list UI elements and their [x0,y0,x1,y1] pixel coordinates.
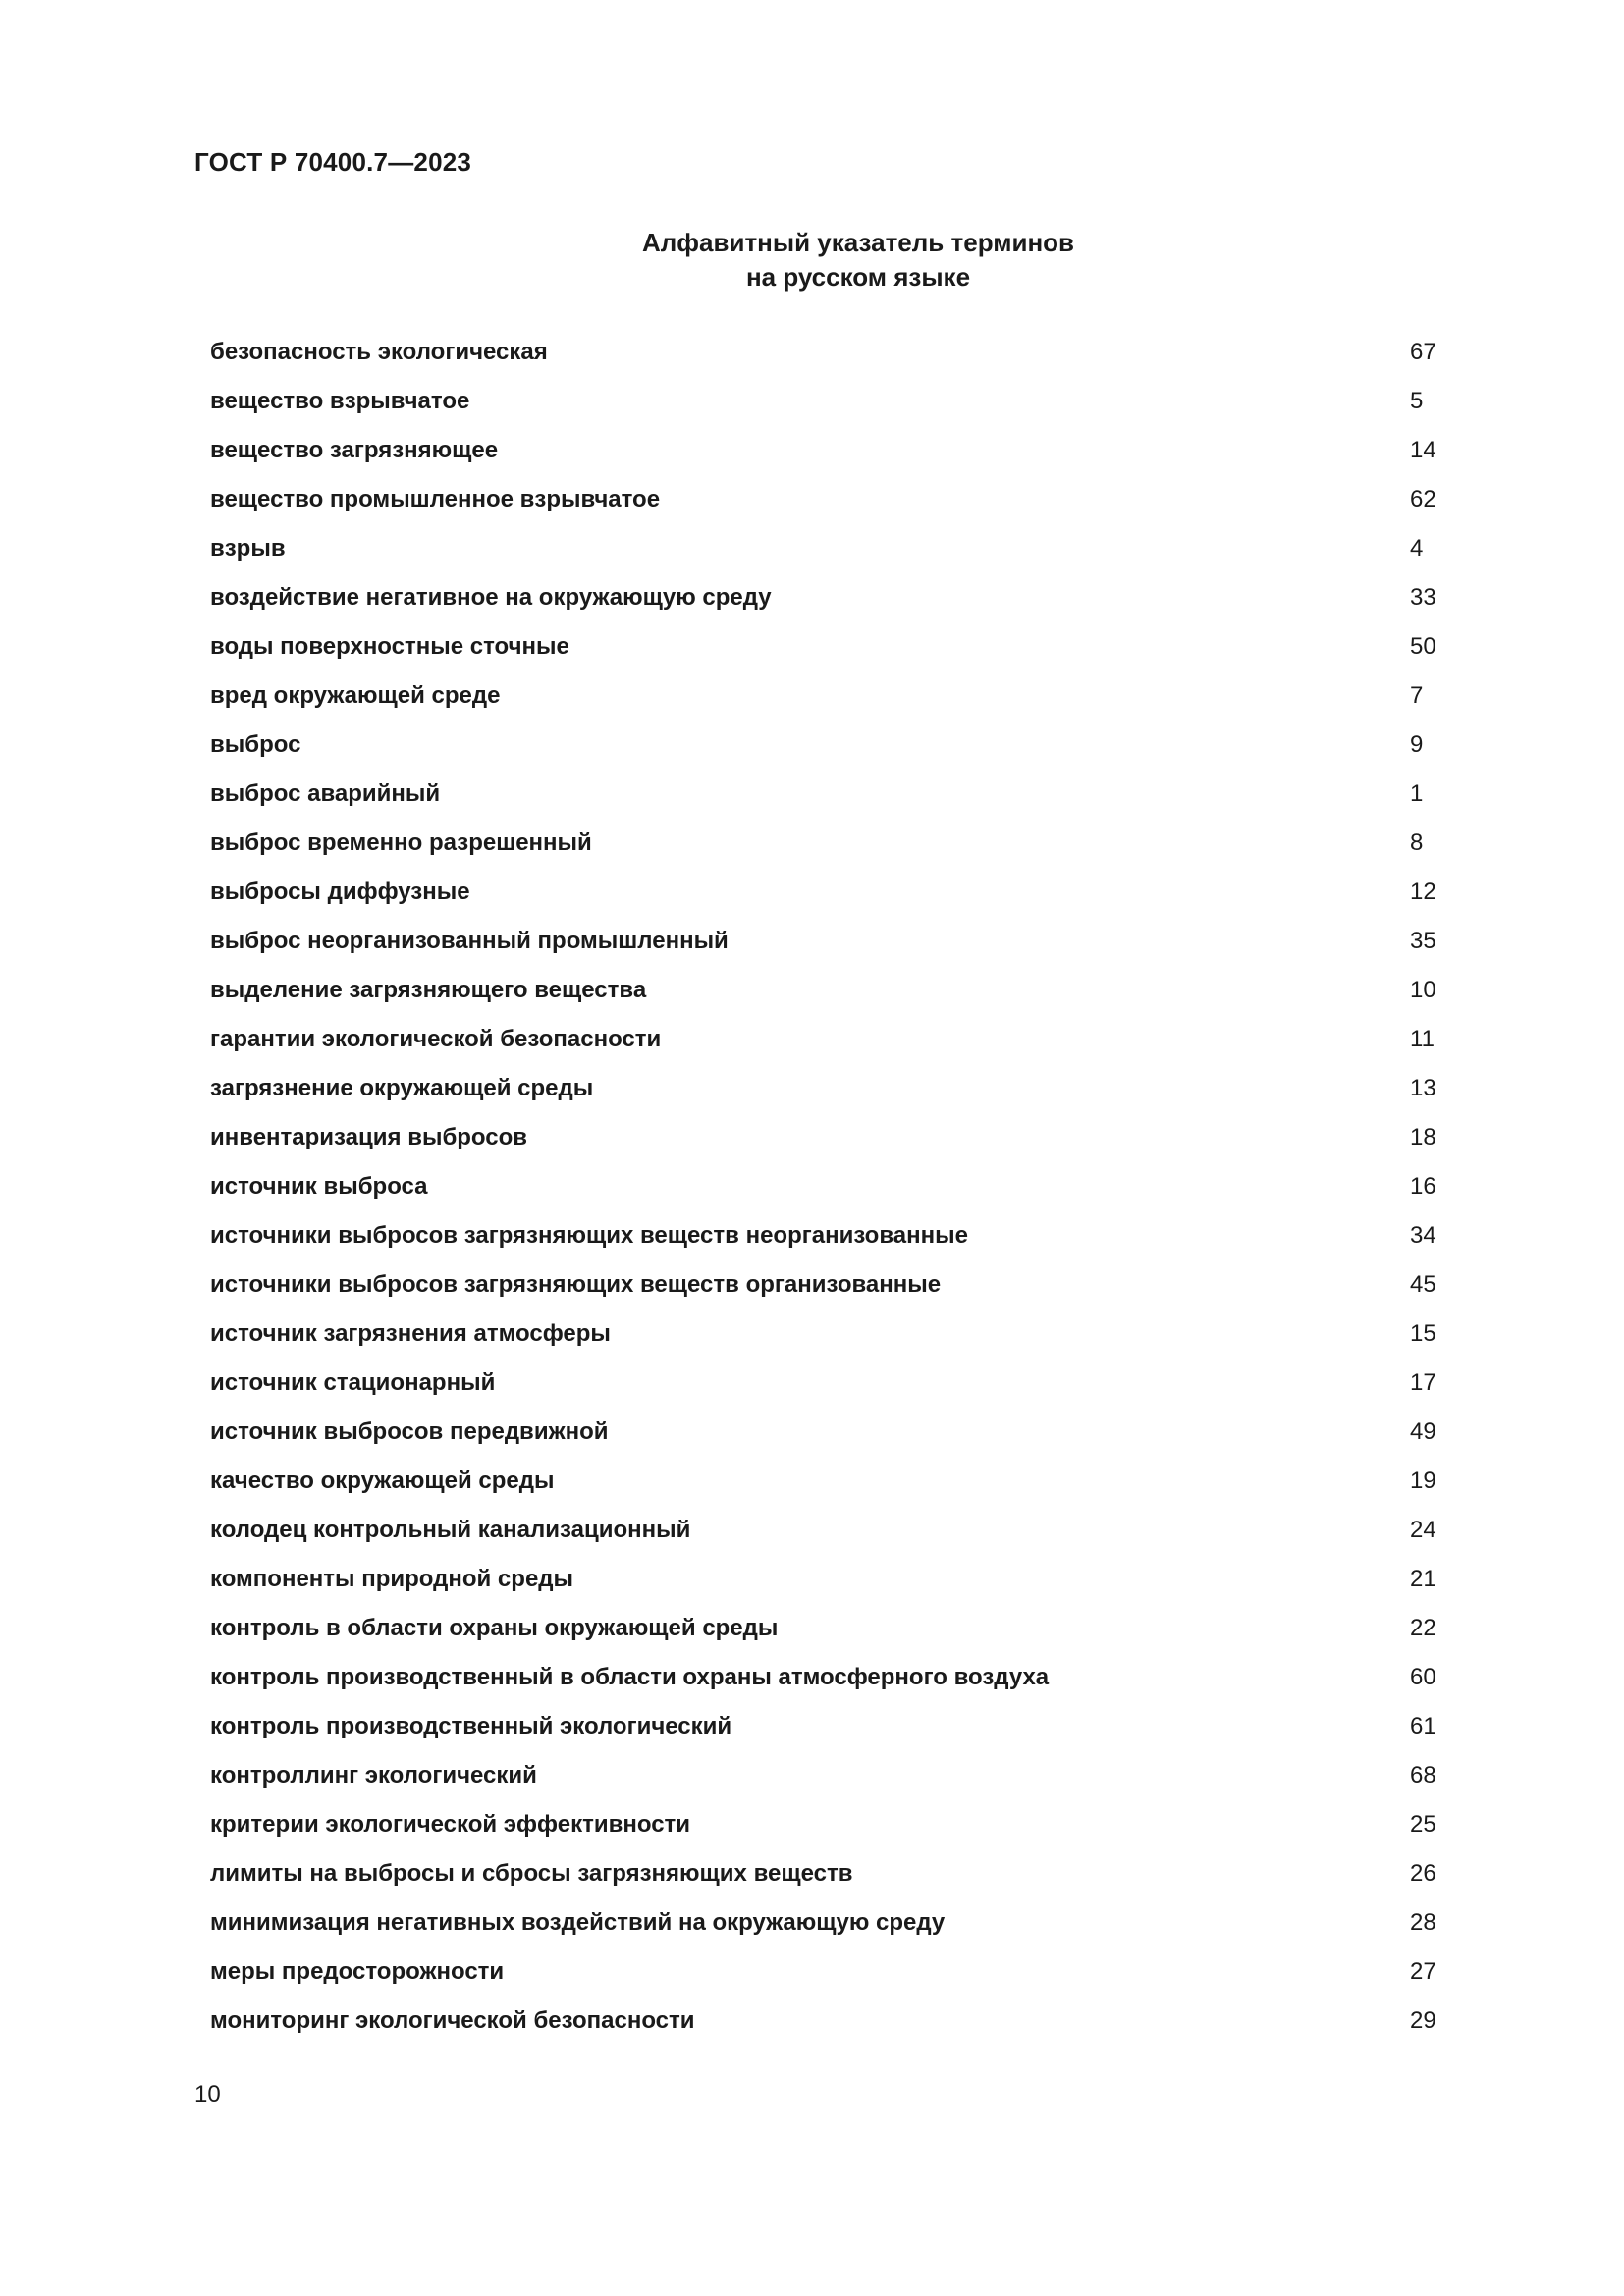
index-entry [210,1465,1457,1514]
index-entry [210,1121,1457,1170]
index-term: контроль производственный в области охраны атмосферного воздуха [210,1664,1050,1690]
index-entry [210,827,1457,876]
index-entry [210,532,1457,581]
term-number: 28 [1410,1909,1436,1936]
term-number: 13 [1410,1075,1436,1101]
index-entry [210,1268,1457,1317]
term-number: 18 [1410,1124,1436,1150]
index-term: выброс [210,731,301,758]
index-entry [210,1563,1457,1612]
term-number: 27 [1410,1958,1436,1985]
index-term: загрязнение окружающей среды [210,1075,594,1101]
index-entry [210,777,1457,827]
term-number: 4 [1410,535,1424,561]
index-term: мониторинг экологической безопасности [210,2007,695,2034]
term-index-list [210,336,1457,2054]
index-term: критерии экологической эффективности [210,1811,691,1838]
term-number: 8 [1410,829,1424,856]
index-term: выделение загрязняющего вещества [210,977,647,1003]
index-title [0,226,1624,294]
index-entry [210,434,1457,483]
term-number: 16 [1410,1173,1436,1200]
index-term: выбросы диффузные [210,879,470,905]
index-entry [210,1661,1457,1710]
index-term: безопасность экологическая [210,339,548,365]
index-entry [210,925,1457,974]
term-number: 45 [1410,1271,1436,1298]
index-term: колодец контрольный канализационный [210,1517,691,1543]
index-term: вещество загрязняющее [210,437,499,463]
document-code: ГОСТ Р 70400.7—2023 [194,147,472,177]
index-entry [210,1906,1457,1955]
index-entry [210,728,1457,777]
term-number: 29 [1410,2007,1436,2034]
index-term: источник выбросов передвижной [210,1418,609,1445]
index-term: источники выбросов загрязняющих веществ организованные [210,1271,942,1298]
term-number: 22 [1410,1615,1436,1641]
index-term: гарантии экологической безопасности [210,1026,662,1052]
index-title-line-2: на русском языке [745,262,971,292]
term-number: 49 [1410,1418,1436,1445]
index-term: выброс неорганизованный промышленный [210,928,729,954]
term-number: 24 [1410,1517,1436,1543]
index-entry [210,1514,1457,1563]
index-term: вред окружающей среде [210,682,501,709]
term-number: 68 [1410,1762,1436,1789]
index-term: качество окружающей среды [210,1468,555,1494]
term-number: 17 [1410,1369,1436,1396]
index-entry [210,1759,1457,1808]
term-number: 21 [1410,1566,1436,1592]
term-number: 14 [1410,437,1436,463]
index-term: инвентаризация выбросов [210,1124,528,1150]
index-term: источники выбросов загрязняющих веществ неорганизованные [210,1222,968,1249]
index-entry [210,385,1457,434]
term-number: 62 [1410,486,1436,512]
index-entry [210,679,1457,728]
index-term: контроль производственный экологический [210,1713,732,1739]
index-term: выброс аварийный [210,780,441,807]
term-number: 15 [1410,1320,1436,1347]
index-term: минимизация негативных воздействий на окружающую среду [210,1909,946,1936]
index-entry [210,1366,1457,1415]
term-number: 25 [1410,1811,1436,1838]
index-entry [210,1170,1457,1219]
index-entry [210,336,1457,385]
index-term: выброс временно разрешенный [210,829,592,856]
term-number: 1 [1410,780,1424,807]
index-entry [210,1317,1457,1366]
term-number: 50 [1410,633,1436,660]
index-entry [210,1612,1457,1661]
index-entry [210,581,1457,630]
index-term: контроль в области охраны окружающей среды [210,1615,779,1641]
index-entry [210,630,1457,679]
index-term: контроллинг экологический [210,1762,537,1789]
index-entry [210,974,1457,1023]
term-number: 11 [1410,1026,1435,1052]
term-number: 34 [1410,1222,1436,1249]
index-term: лимиты на выбросы и сбросы загрязняющих веществ [210,1860,853,1887]
index-term: источник загрязнения атмосферы [210,1320,611,1347]
term-number: 7 [1410,682,1424,709]
index-entry [210,1857,1457,1906]
index-term: воздействие негативное на окружающую среду [210,584,772,611]
index-term: вещество взрывчатое [210,388,470,414]
index-term: источник выброса [210,1173,428,1200]
page-number: 10 [194,2081,221,2108]
term-number: 33 [1410,584,1436,611]
index-entry [210,1072,1457,1121]
term-number: 60 [1410,1664,1436,1690]
index-entry [210,1415,1457,1465]
term-number: 67 [1410,339,1436,365]
index-entry [210,1808,1457,1857]
term-number: 61 [1410,1713,1436,1739]
term-number: 9 [1410,731,1424,758]
index-entry [210,1710,1457,1759]
index-term: источник стационарный [210,1369,496,1396]
index-title-line-1: Алфавитный указатель терминов [641,228,1075,257]
term-number: 12 [1410,879,1436,905]
index-entry [210,1955,1457,2004]
index-term: воды поверхностные сточные [210,633,569,660]
index-entry [210,1219,1457,1268]
term-number: 19 [1410,1468,1436,1494]
index-entry [210,1023,1457,1072]
index-term: меры предосторожности [210,1958,505,1985]
index-term: вещество промышленное взрывчатое [210,486,661,512]
index-term: компоненты природной среды [210,1566,574,1592]
term-number: 10 [1410,977,1436,1003]
index-term: взрыв [210,535,286,561]
index-entry [210,2004,1457,2054]
index-entry [210,876,1457,925]
term-number: 5 [1410,388,1424,414]
term-number: 26 [1410,1860,1436,1887]
index-entry [210,483,1457,532]
term-number: 35 [1410,928,1436,954]
